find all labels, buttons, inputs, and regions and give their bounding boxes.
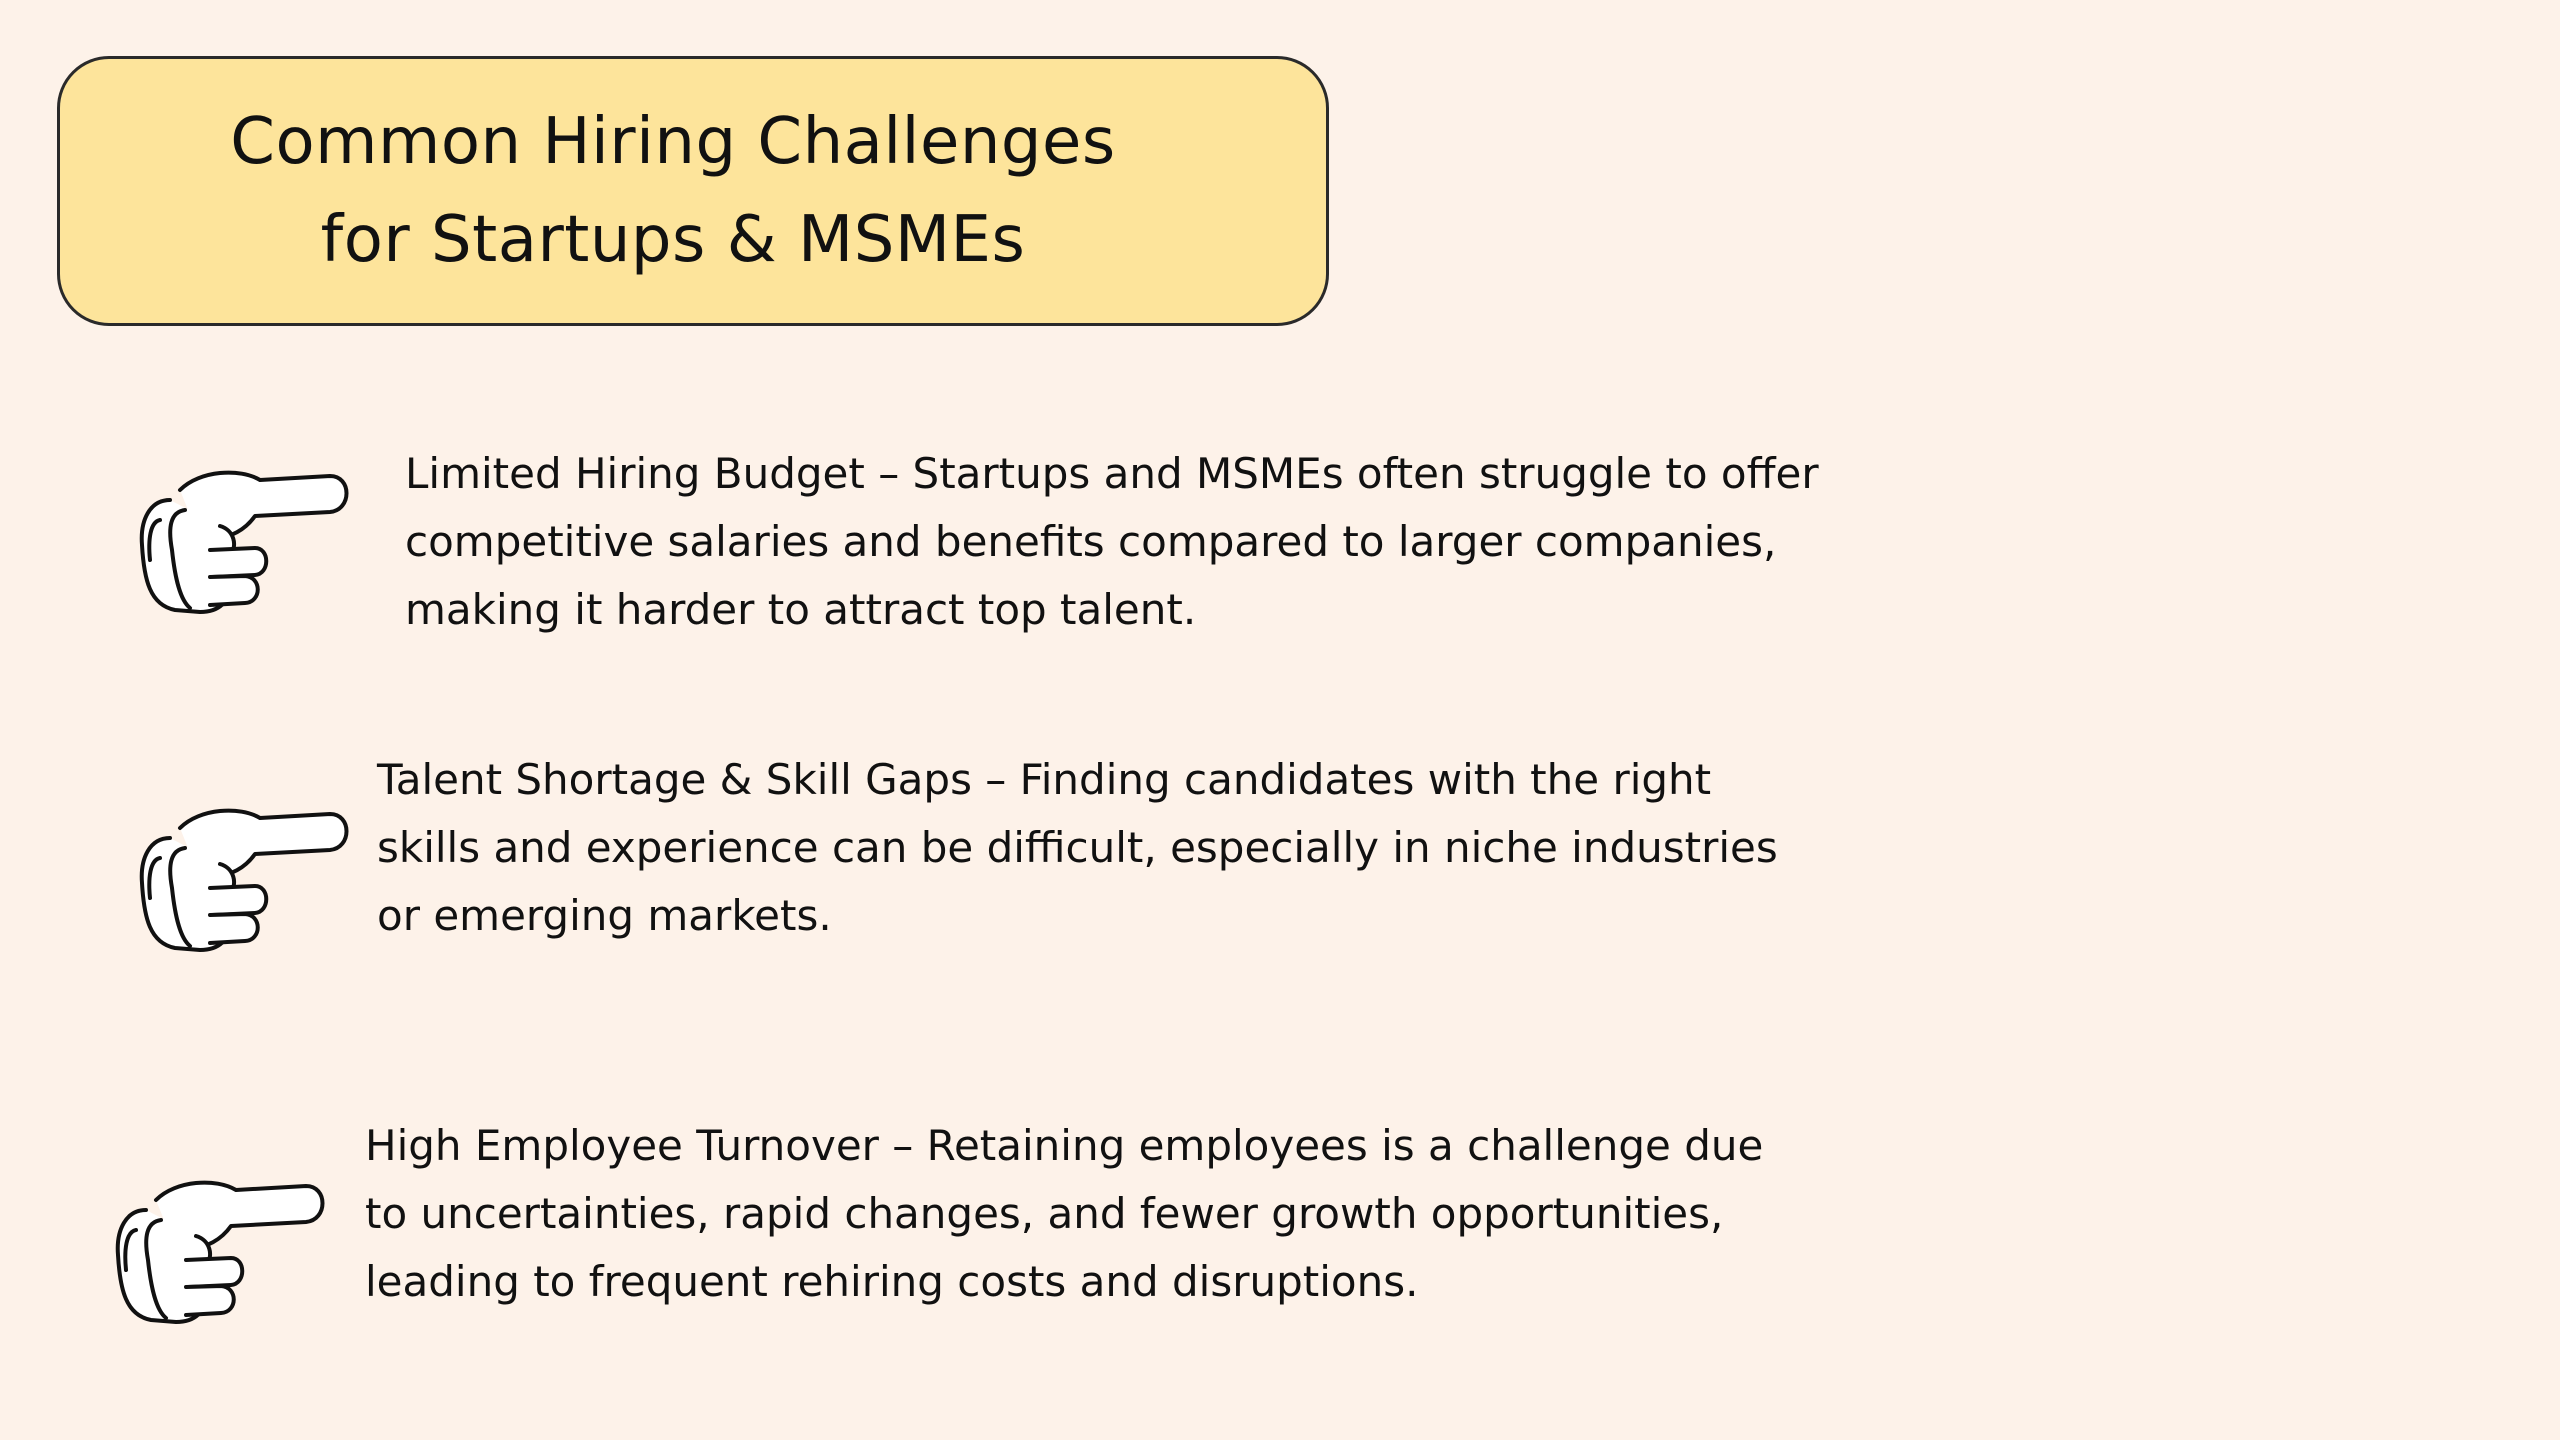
- item-3-line-1: High Employee Turnover – Retaining employees is a challenge due: [365, 1121, 1764, 1170]
- item-text-3: [365, 1112, 1763, 1316]
- item-text-1: [405, 440, 1819, 644]
- pointing-hand-icon: [80, 788, 360, 963]
- pointing-hand-icon: [56, 1160, 336, 1335]
- item-3-line-3: leading to frequent rehiring costs and disruptions.: [365, 1257, 1419, 1306]
- item-2-line-2: skills and experience can be difficult, especially in niche industries: [377, 823, 1778, 872]
- item-2-line-1: Talent Shortage & Skill Gaps – Finding candidates with the right: [377, 755, 1712, 804]
- item-2-line-3: or emerging markets.: [377, 891, 832, 940]
- title-line-2: for Startups & MSMEs: [320, 203, 1026, 277]
- title-box: [57, 56, 1329, 326]
- item-3-line-2: to uncertainties, rapid changes, and fewer growth opportunities,: [365, 1189, 1724, 1238]
- item-1-line-1: Limited Hiring Budget – Startups and MSMEs often struggle to offer: [405, 449, 1819, 498]
- pointing-hand-icon: [80, 450, 360, 625]
- item-1-line-2: competitive salaries and benefits compared to larger companies,: [405, 517, 1777, 566]
- item-text-2: [377, 746, 1778, 950]
- item-1-line-3: making it harder to attract top talent.: [405, 585, 1197, 634]
- title-line-1: Common Hiring Challenges: [230, 105, 1116, 179]
